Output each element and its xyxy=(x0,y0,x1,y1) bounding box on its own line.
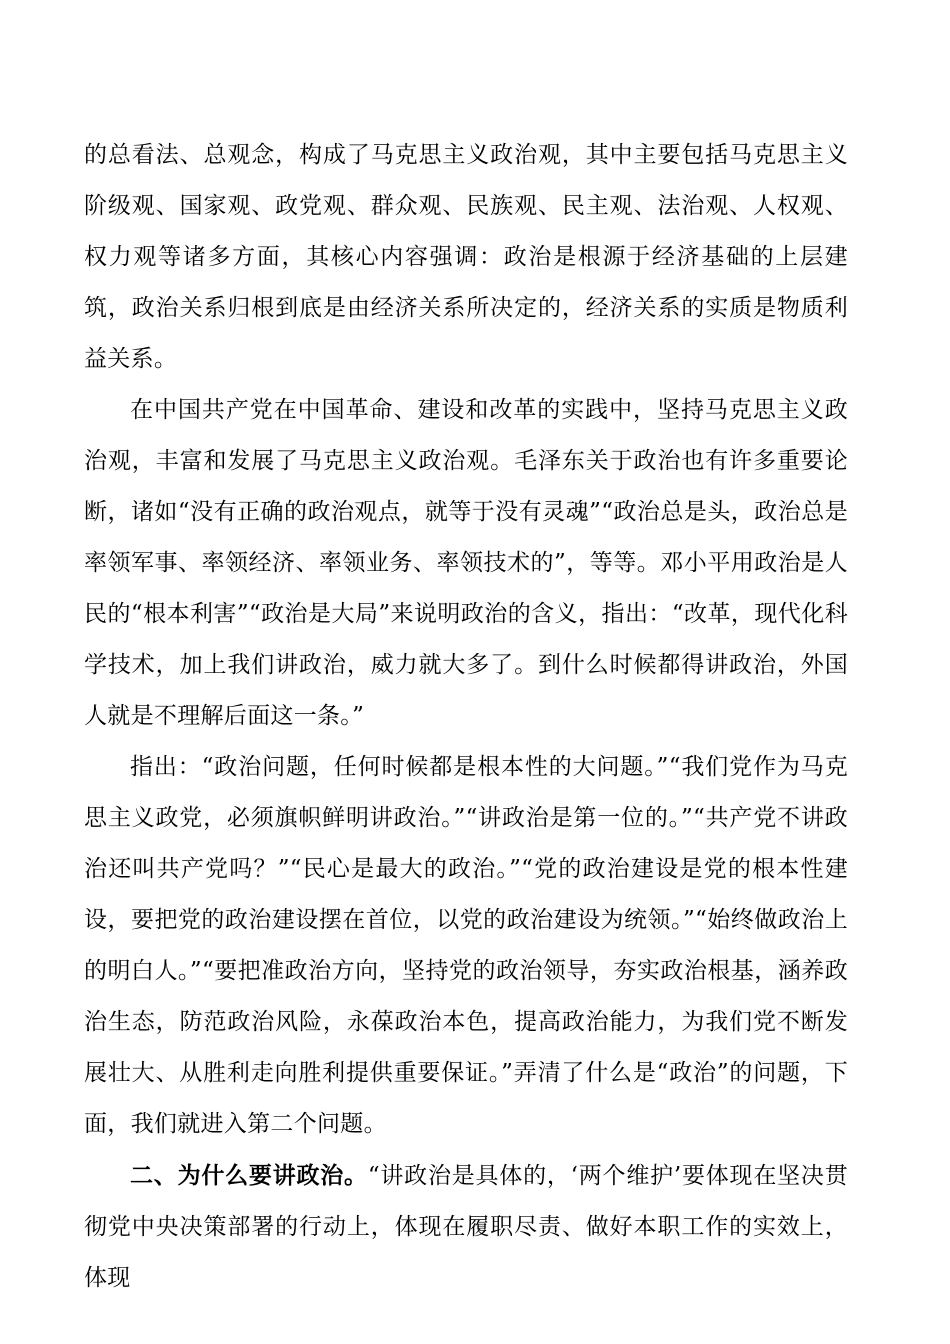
paragraph-quotes: 指出：“政治问题，任何时候都是根本性的大问题。”“我们党作为马克思主义政党，必须旗帜鲜明讲政治。”“讲政治是第一位的。”“共产党不讲政治还叫共产党吗？”“民心是最大的政治。”“党的政治建设是党的根本性建设，要把党的政治建设摆在首位，以党的政治建设为统领。”“始终做政治上的明白人。”“要把准政治方向，坚持党的政治领导，夯实政治根基，涵养政治生态，防范政治风险，永葆政治本色，提高政治能力，为我们党不断发展壮大、从胜利走向胜利提供重要保证。”弄清了什么是“政治”的问题，下面，我们就进入第二个问题。 xyxy=(84,754,848,1137)
section-two-text: “讲政治是具体的，‘两个维护’要体现在坚决贯彻党中央决策部署的行动上，体现在履职尽责、做好本职工作的实效上，体现 xyxy=(84,1163,848,1291)
paragraph-section-two xyxy=(84,1150,848,1304)
paragraph-continuation: 的总看法、总观念，构成了马克思主义政治观，其中主要包括马克思主义阶级观、国家观、政党观、群众观、民族观、民主观、法治观、人权观、权力观等诸多方面，其核心内容强调：政治是根源于经济基础的上层建筑，政治关系归根到底是由经济关系所决定的，经济关系的实质是物质利益关系。 xyxy=(84,142,848,372)
document-body xyxy=(84,130,848,1304)
paragraph-cpc-political-view: 在中国共产党在中国革命、建设和改革的实践中，坚持马克思主义政治观，丰富和发展了马克思主义政治观。毛泽东关于政治也有许多重要论断，诸如“没有正确的政治观点，就等于没有灵魂”“政治总是头，政治总是率领军事、率领经济、率领业务、率领技术的”，等等。邓小平用政治是人民的“根本利害”“政治是大局”来说明政治的含义，指出：“改革，现代化科学技术，加上我们讲政治，威力就大多了。到什么时候都得讲政治，外国人就是不理解后面这一条。” xyxy=(84,397,848,729)
section-heading: 二、为什么要讲政治。 xyxy=(130,1162,368,1189)
